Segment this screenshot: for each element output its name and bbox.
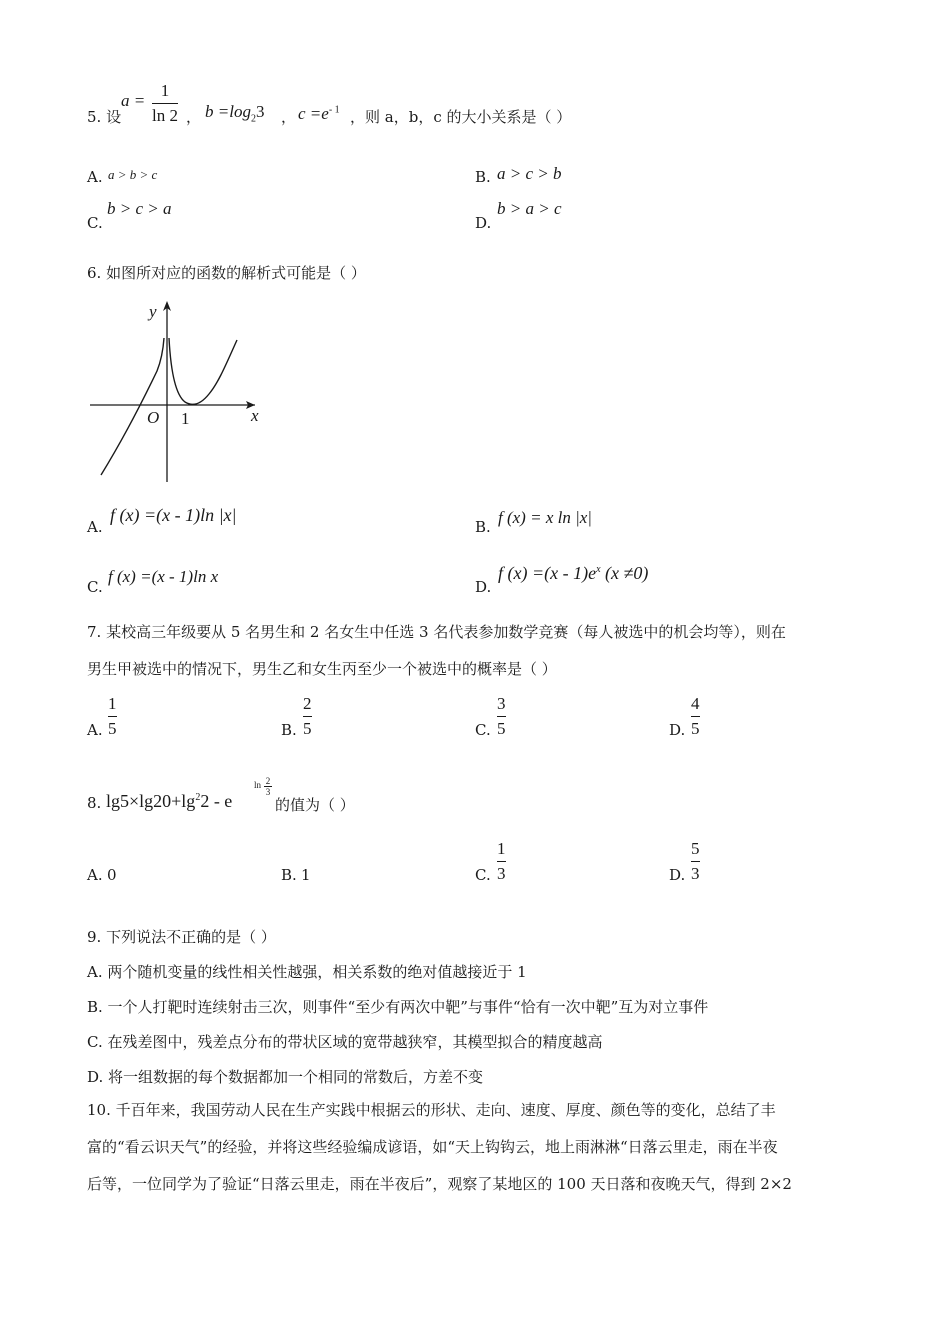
q8-option-c-label: C.: [475, 866, 491, 884]
q8-option-c-fraction: [497, 838, 506, 885]
q6-option-d-label: D.: [475, 578, 492, 596]
q9-stem: 9. 下列说法不正确的是（ ）: [87, 928, 276, 946]
q5-c: c =e: [298, 104, 329, 123]
q7-line2: 男生甲被选中的情况下，男生乙和女生丙至少一个被选中的概率是（ ）: [87, 660, 557, 678]
q8-exp-num: 2: [265, 776, 271, 786]
q8-option-a-label: A.: [87, 866, 103, 884]
graph-origin-label: O: [147, 408, 160, 427]
q5-option-c-label: C.: [87, 214, 103, 232]
q5-b: b =log: [205, 102, 251, 121]
q9-option-b: B. 一个人打靶时连续射击三次，则事件“至少有两次中靶”与事件“恰有一次中靶”互为对立事件: [87, 998, 709, 1016]
graph-y-label: y: [149, 302, 157, 321]
q8-exp-fraction: [264, 776, 272, 797]
curve-right-branch: [169, 338, 237, 404]
q8-option-d-fraction: [691, 838, 700, 885]
q5-option-a-label: A.: [87, 168, 103, 186]
q5-option-b-label: B.: [475, 168, 491, 186]
q7-option-c-fraction: [497, 693, 506, 740]
q8-option-b-value: 1: [301, 866, 311, 884]
q5-c-expr: [298, 104, 340, 124]
q7-option-d-label: D.: [669, 721, 686, 739]
q8-d-num: 5: [691, 839, 700, 858]
q7-d-den: 5: [691, 719, 700, 738]
q7-b-den: 5: [303, 719, 312, 738]
q5-tail: ，则 a，b，c 的大小关系是（ ）: [350, 108, 572, 126]
q5-comma2: ，: [281, 108, 297, 126]
q7-c-den: 5: [497, 719, 506, 738]
q8-exp-den: 3: [265, 787, 271, 797]
q7-line1: 7. 某校高三年级要从 5 名男生和 2 名女生中任选 3 名代表参加数学竞赛（每人被选中的机会均等），则在: [87, 623, 786, 641]
q5-c-exp: - 1: [328, 104, 340, 116]
q10-line1: 10. 千百年来，我国劳动人民在生产实践中根据云的形状、走向、速度、厚度、颜色等的变化，总结了丰: [87, 1101, 776, 1119]
q8-tail: 的值为（ ）: [275, 796, 355, 814]
q7-option-a-fraction: [108, 693, 117, 740]
graph-tick-1: 1: [181, 409, 190, 428]
q10-stem: [87, 1092, 862, 1203]
q6-option-b-label: B.: [475, 518, 491, 536]
q5-option-d-label: D.: [475, 214, 492, 232]
q8-option-b-label: B.: [281, 866, 297, 884]
q7-c-num: 3: [497, 694, 506, 713]
q5-b-arg: 3: [255, 102, 265, 121]
q8-expr-part1: lg5×lg20+lg: [106, 791, 196, 811]
q7-a-den: 5: [108, 719, 117, 738]
q9-option-d: D. 将一组数据的每个数据都加一个相同的常数后，方差不变: [87, 1068, 484, 1086]
q6-d-main: f (x) =(x - 1)e: [498, 563, 597, 583]
q8-d-den: 3: [691, 864, 700, 883]
q6-option-a-label: A.: [87, 518, 103, 536]
q5-option-b-expr: a > c > b: [497, 164, 562, 183]
q8-option-a-value: 0: [107, 866, 117, 884]
q7-option-d-fraction: [691, 693, 700, 740]
q7-b-num: 2: [303, 694, 312, 713]
q5-option-c-expr: b > c > a: [107, 199, 172, 218]
q8-exp-ln: ln: [254, 780, 262, 790]
q7-stem: [87, 614, 862, 688]
q5-option-a-expr: a > b > c: [108, 167, 158, 182]
q6-option-b-expr: f (x) = x ln |x|: [498, 508, 592, 527]
q9-option-c: C. 在残差图中，残差点分布的带状区域的宽带越狭窄，其模型拟合的精度越高: [87, 1033, 603, 1051]
q7-option-c-label: C.: [475, 721, 491, 739]
q9-option-a: A. 两个随机变量的线性相关性越强，相关系数的绝对值越接近于 1: [87, 963, 527, 981]
q6-stem: 6. 如图所对应的函数的解析式可能是（ ）: [87, 264, 366, 282]
q6-option-a-expr: f (x) =(x - 1)ln |x|: [110, 505, 237, 525]
curve-left-branch: [101, 338, 164, 475]
q6-option-c-expr: f (x) =(x - 1)ln x: [108, 567, 219, 586]
q5-a-den: ln 2: [152, 106, 178, 125]
q6-d-tail: (x ≠0): [600, 563, 649, 583]
q7-a-num: 1: [108, 694, 117, 713]
q5-number: 5. 设: [87, 108, 122, 126]
q5-a-lhs: a =: [121, 91, 146, 110]
q5-a-num: 1: [160, 81, 170, 100]
q7-option-b-fraction: [303, 693, 312, 740]
q10-line3: 后等，一位同学为了验证“日落云里走，雨在半夜后”，观察了某地区的 100 天日落和夜晚天气，得到 2×2: [87, 1175, 792, 1193]
q7-option-b-label: B.: [281, 721, 297, 739]
q6-graph: [85, 296, 275, 486]
q5-a-fraction: [152, 80, 178, 127]
q8-c-num: 1: [497, 839, 506, 858]
q8-option-d-label: D.: [669, 866, 686, 884]
q7-option-a-label: A.: [87, 721, 103, 739]
q6-option-d-expr: [498, 563, 648, 584]
q5-b-expr: [205, 102, 264, 124]
q6-option-c-label: C.: [87, 578, 103, 596]
q5-comma1: ，: [186, 108, 202, 126]
q6-d-exp: x: [596, 564, 601, 575]
q5-b-base: 2: [250, 113, 256, 125]
q8-expr-part2: 2 - e: [200, 791, 233, 811]
q8-square: 2: [195, 792, 201, 803]
q5-option-d-expr: b > a > c: [497, 199, 562, 218]
graph-x-label: x: [251, 406, 259, 425]
q8-number: 8.: [87, 794, 102, 812]
q7-d-num: 4: [691, 694, 700, 713]
q8-c-den: 3: [497, 864, 506, 883]
q10-line2: 富的“看云识天气”的经验，并将这些经验编成谚语，如“天上钩钩云，地上雨淋淋“日落云里走，雨在半夜: [87, 1138, 778, 1156]
q8-expr: [106, 791, 232, 812]
